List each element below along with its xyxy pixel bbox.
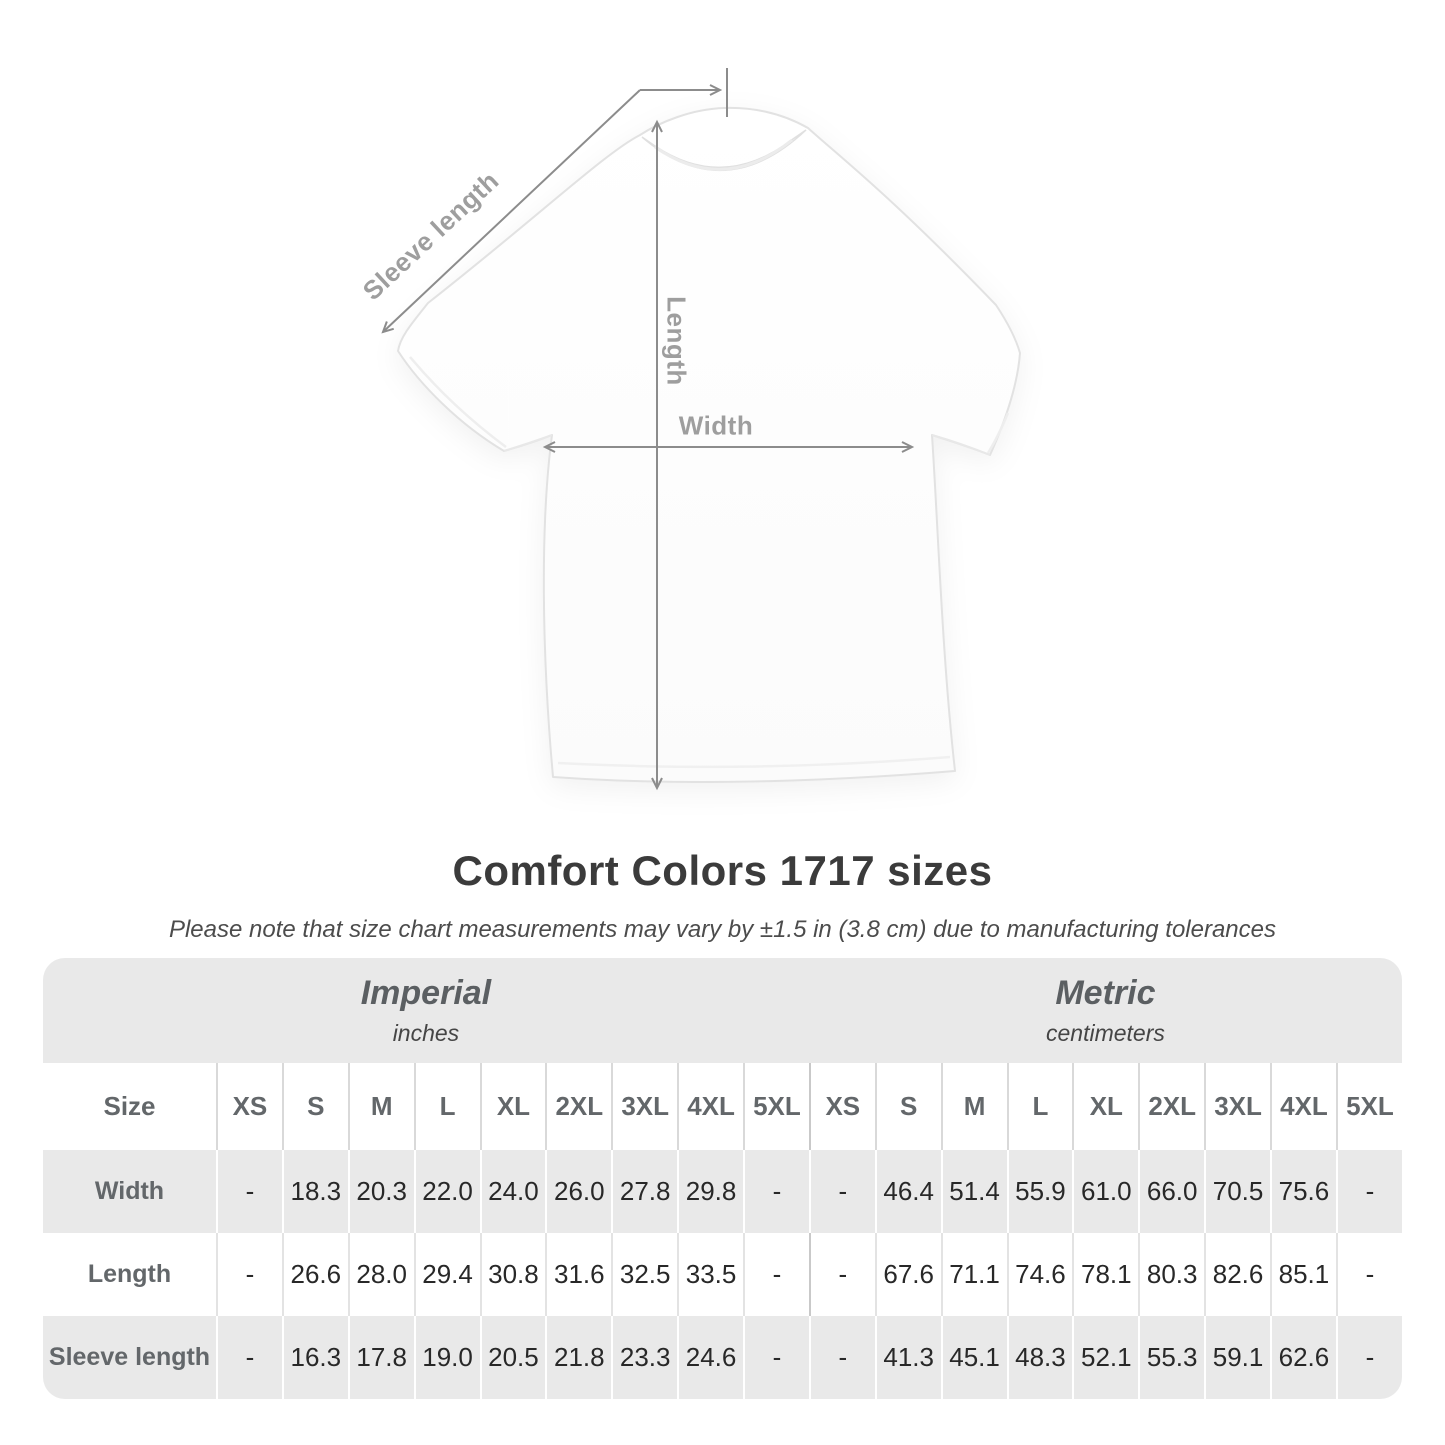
value-cell: 18.3 [282, 1150, 348, 1233]
table-row-width [43, 1150, 1402, 1233]
value-cell: 22.0 [414, 1150, 480, 1233]
table-row-length [43, 1233, 1402, 1316]
col-header-cell: XL [1072, 1063, 1138, 1150]
value-cell: 26.0 [545, 1150, 611, 1233]
value-cell: 51.4 [941, 1150, 1007, 1233]
value-cell: - [743, 1233, 809, 1316]
value-cell: 45.1 [941, 1316, 1007, 1399]
value-cell: 26.6 [282, 1233, 348, 1316]
col-header-cell: L [1007, 1063, 1073, 1150]
row-label: Length [43, 1233, 216, 1316]
page-title: Comfort Colors 1717 sizes [452, 847, 993, 894]
value-cell: 85.1 [1270, 1233, 1336, 1316]
value-cell: 20.5 [480, 1316, 546, 1399]
value-cell: 62.6 [1270, 1316, 1336, 1399]
col-header-cell: M [348, 1063, 414, 1150]
unit-header-row [43, 958, 1402, 1063]
value-cell: 80.3 [1138, 1233, 1204, 1316]
metric-unit: centimeters [1046, 1019, 1165, 1046]
col-header-cell: 4XL [1270, 1063, 1336, 1150]
sleeve-length-line [383, 90, 640, 332]
size-column-header: Size [43, 1063, 216, 1150]
col-header-cell: S [875, 1063, 941, 1150]
col-header-cell: 3XL [1204, 1063, 1270, 1150]
value-cell: 48.3 [1007, 1316, 1073, 1399]
value-cell: 33.5 [677, 1233, 743, 1316]
value-cell: 61.0 [1072, 1150, 1138, 1233]
value-cell: - [809, 1316, 875, 1399]
value-cell: 23.3 [611, 1316, 677, 1399]
value-cell: 55.3 [1138, 1316, 1204, 1399]
imperial-unit: inches [392, 1019, 460, 1046]
value-cell: - [1336, 1233, 1402, 1316]
col-header-cell: L [414, 1063, 480, 1150]
value-cell: 46.4 [875, 1150, 941, 1233]
value-cell: 67.6 [875, 1233, 941, 1316]
col-header-cell: S [282, 1063, 348, 1150]
size-header-row [43, 1063, 1402, 1150]
imperial-label: Imperial [360, 974, 492, 1013]
value-cell: 75.6 [1270, 1150, 1336, 1233]
col-header-cell: XL [480, 1063, 546, 1150]
length-label: Length [661, 296, 692, 386]
value-cell: - [743, 1150, 809, 1233]
value-cell: 29.4 [414, 1233, 480, 1316]
col-header-cell: 4XL [677, 1063, 743, 1150]
value-cell: 21.8 [545, 1316, 611, 1399]
metric-label: Metric [1055, 974, 1156, 1013]
size-chart-table [43, 958, 1402, 1399]
value-cell: 74.6 [1007, 1233, 1073, 1316]
row-label: Sleeve length [43, 1316, 216, 1399]
col-header-cell: XS [216, 1063, 282, 1150]
imperial-header [43, 958, 809, 1063]
value-cell: 17.8 [348, 1316, 414, 1399]
col-header-cell: 5XL [743, 1063, 809, 1150]
value-cell: 66.0 [1138, 1150, 1204, 1233]
value-cell: - [216, 1233, 282, 1316]
value-cell: 28.0 [348, 1233, 414, 1316]
value-cell: 55.9 [1007, 1150, 1073, 1233]
value-cell: - [809, 1150, 875, 1233]
value-cell: 24.0 [480, 1150, 546, 1233]
value-cell: - [216, 1150, 282, 1233]
value-cell: 27.8 [611, 1150, 677, 1233]
value-cell: 41.3 [875, 1316, 941, 1399]
value-cell: 29.8 [677, 1150, 743, 1233]
value-cell: 16.3 [282, 1316, 348, 1399]
value-cell: 52.1 [1072, 1316, 1138, 1399]
value-cell: 71.1 [941, 1233, 1007, 1316]
value-cell: - [809, 1233, 875, 1316]
col-header-cell: 5XL [1336, 1063, 1402, 1150]
width-label: Width [678, 410, 754, 441]
value-cell: 59.1 [1204, 1316, 1270, 1399]
value-cell: - [1336, 1150, 1402, 1233]
size-chart [43, 958, 1402, 1399]
value-cell: 32.5 [611, 1233, 677, 1316]
row-label: Width [43, 1150, 216, 1233]
value-cell: 30.8 [480, 1233, 546, 1316]
value-cell: - [1336, 1316, 1402, 1399]
tolerance-note: Please note that size chart measurements may vary by ±1.5 in (3.8 cm) due to manufacturing tolerances [168, 916, 1277, 943]
col-header-cell: M [941, 1063, 1007, 1150]
value-cell: 82.6 [1204, 1233, 1270, 1316]
sleeve-length-label: Sleeve length [356, 165, 505, 306]
col-header-cell: 2XL [1138, 1063, 1204, 1150]
col-header-cell: XS [809, 1063, 875, 1150]
col-header-cell: 2XL [545, 1063, 611, 1150]
col-header-cell: 3XL [611, 1063, 677, 1150]
value-cell: 31.6 [545, 1233, 611, 1316]
value-cell: 20.3 [348, 1150, 414, 1233]
value-cell: 24.6 [677, 1316, 743, 1399]
value-cell: - [743, 1316, 809, 1399]
metric-header [809, 958, 1402, 1063]
value-cell: 19.0 [414, 1316, 480, 1399]
value-cell: 70.5 [1204, 1150, 1270, 1233]
value-cell: - [216, 1316, 282, 1399]
value-cell: 78.1 [1072, 1233, 1138, 1316]
table-row-sleeve-length [43, 1316, 1402, 1399]
